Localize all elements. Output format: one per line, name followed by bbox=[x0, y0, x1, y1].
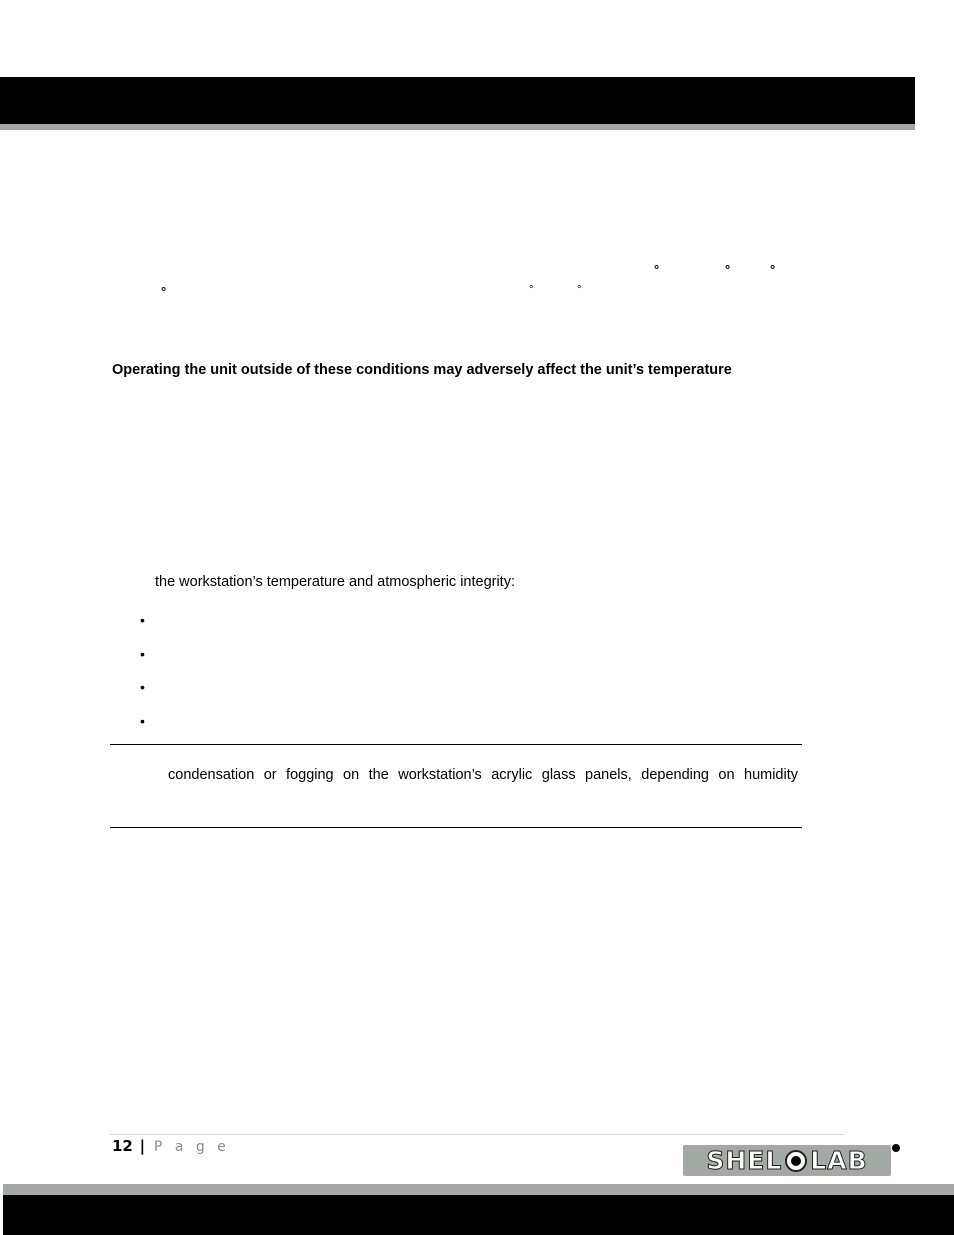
logo-eye-icon bbox=[785, 1150, 807, 1172]
footer-stripe bbox=[3, 1184, 954, 1195]
header-bar bbox=[0, 77, 915, 124]
degree-symbol: ° bbox=[577, 284, 582, 296]
footer-rule bbox=[110, 1134, 844, 1135]
logo-left-text: SHEL bbox=[706, 1146, 783, 1175]
registered-mark-icon bbox=[892, 1144, 900, 1152]
bullet-item: • bbox=[140, 679, 145, 695]
warning-text: Operating the unit outside of these conditions may adversely affect the unit’s temperature bbox=[112, 362, 732, 378]
shel-lab-logo bbox=[683, 1145, 891, 1176]
bullet-item: • bbox=[140, 612, 145, 628]
page-number-value: 12 bbox=[112, 1137, 133, 1155]
note-top-rule bbox=[110, 744, 802, 745]
page-word: P a g e bbox=[153, 1139, 230, 1155]
bullet-item: • bbox=[140, 712, 145, 729]
bullet-item: • bbox=[140, 645, 145, 662]
bullet-list bbox=[140, 611, 145, 745]
degree-symbol: ° bbox=[654, 262, 660, 277]
note-bottom-rule bbox=[110, 827, 802, 828]
degree-symbol: ° bbox=[529, 284, 534, 296]
intro-text: the workstation’s temperature and atmospheric integrity: bbox=[155, 574, 515, 590]
degree-symbol: ° bbox=[161, 284, 167, 299]
page-separator: | bbox=[139, 1137, 146, 1155]
header-stripe bbox=[0, 124, 915, 130]
page-number bbox=[112, 1137, 230, 1155]
degree-symbol: ° bbox=[770, 262, 776, 277]
note-text: condensation or fogging on the workstation’s acrylic glass panels, depending on humidity bbox=[168, 767, 798, 783]
footer-bar bbox=[3, 1195, 954, 1235]
logo-right-text: LAB bbox=[810, 1146, 868, 1175]
degree-symbol: ° bbox=[725, 262, 731, 277]
